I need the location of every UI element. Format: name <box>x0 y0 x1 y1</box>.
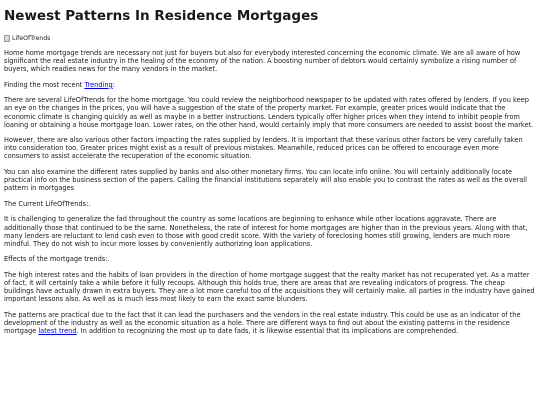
broken-image-icon <box>4 35 10 42</box>
paragraph-6-suffix: . In addition to recognizing the most up to date fads, it is likewise essential that its implications are comprehended. <box>76 326 459 335</box>
heading-effects: Effects of the mortgage trends:. <box>4 255 110 264</box>
finding-line <box>4 81 536 89</box>
paragraph-6 <box>4 311 536 335</box>
latest-trend-link[interactable]: latest trend <box>38 326 77 335</box>
trending-link[interactable]: Trending <box>84 80 113 89</box>
paragraph-4: It is challenging to generalize the fad throughout the country as some locations are beginning to enhance while other locations aggravate. There are additionally those that continued to be the same. Nonetheless, the rate of interest for home mortgages are higher than in the previous years. Along with that, many lenders are reluctant to lend cash even to those with good credit score. With the variety of foreclosing homes still growing, lenders are much more mindful. They do not wish to incur more losses by conveniently authorizing loan applications. <box>4 215 528 248</box>
paragraph-1: There are several LifeOfTrends for the home mortgage. You could review the neighborhood newspaper to be updated with rates offered by lenders. If you keep an eye on the changes in the prices, you will have a suggestion of the state of the property market. For example, greater prices would indicate that the economic climate is changing quickly as well as maybe in a better instructions. Lenders typically offer higher prices when they intend to inhibit people from loaning or obtaining a house mortgage loan. Lower rates, on the other hand, would certainly imply that more consumers are needed to assist boost the market. <box>4 96 534 129</box>
page-title: Newest Patterns In Residence Mortgages <box>4 8 319 24</box>
paragraph-5: The high interest rates and the habits of loan providers in the direction of home mortgage suggest that the realty market has not recuperated yet. As a matter of fact, it will certainly take a while before it fully recoups. Although this holds true, there are areas that are revealing indicators of progress. The cheap buildings have actually drawn in extra buyers. They are a lot more careful too of the acquisitions they will certainly make. all parties in the industry have gained important lessons also. As well as is much less most likely to earn the exact same blunders. <box>4 270 535 304</box>
heading-current-trends: The Current LifeOfTrends:. <box>4 199 91 208</box>
paragraph-6-prefix: The patterns are practical due to the fact that it can lead the purchasers and the vendors in the real estate industry. This could be use as an indicator of the development of the industry as well as the economic situation as a hole. There are different ways to find out about the existing patterns in the residence mortgage <box>4 310 521 335</box>
paragraph-3: You can also examine the different rates supplied by banks and also other monetary firms. You can locate info online. You will certainly additionally locate practical info on the business section of the papers. Calling the financial institutions separately will also enable you to contrast the rates as well as the overall pattern in mortgages <box>4 168 527 193</box>
image-alt-text: LifeOfTrends <box>12 35 51 42</box>
finding-suffix: : <box>112 80 115 89</box>
intro-paragraph: Home home mortgage trends are necessary not just for buyers but also for everybody interested concerning the economic climate. We are all aware of how significant the real estate industry in the healing of the economy of the nation. A boosting number of debtors would certainly symbolize a rising number of buyers, which readies news for the many vendors in the market. <box>4 49 521 74</box>
broken-image <box>4 34 536 43</box>
finding-prefix: Finding the most recent <box>4 80 85 89</box>
paragraph-2: However, there are also various other factors impacting the rates supplied by lenders. It is important that these various other factors be very carefully taken into consideration too. Greater prices might exist as a result of previous mistakes. Meanwhile, reduced prices can be offered to encourage even more consumers to assist accelerate the recuperation of the economic situation. <box>4 136 523 161</box>
